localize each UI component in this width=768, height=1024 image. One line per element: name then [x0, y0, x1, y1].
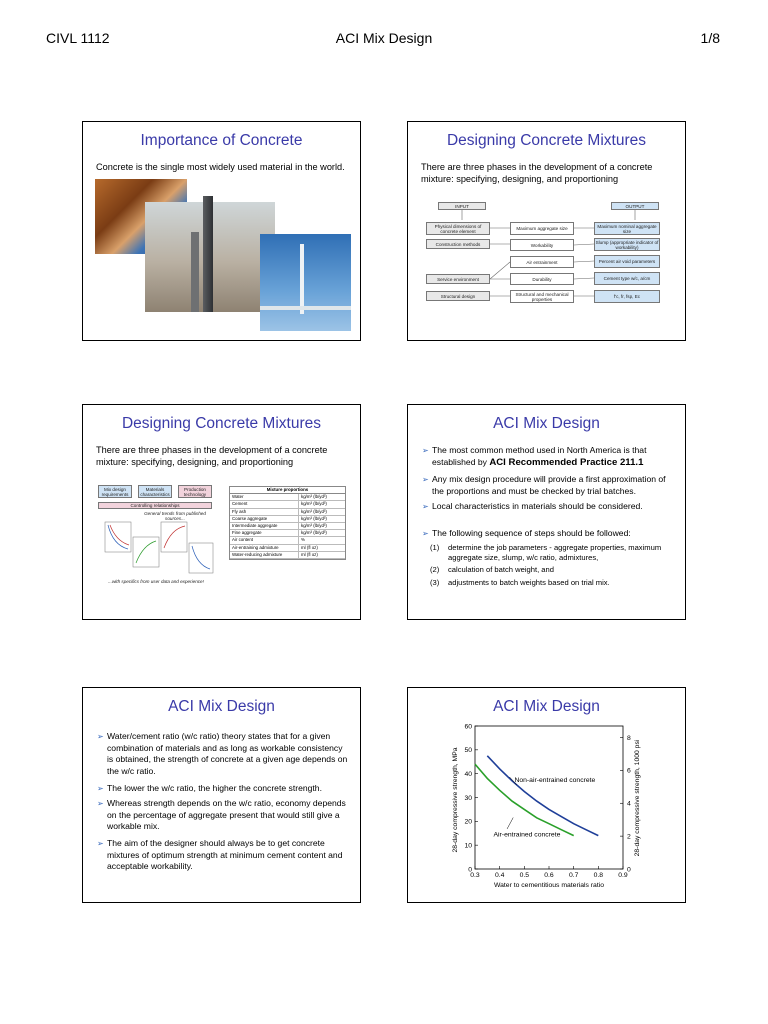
bullet-item: ➢ Local characteristics in materials should be considered. [422, 501, 643, 511]
table-row [230, 552, 345, 559]
bullet-item: ➢ The most common method used in North America is that established by ACI Recommended Practice 211.1 [422, 445, 647, 468]
arrow-bullet-icon: ➢ [97, 784, 104, 793]
step-item: (3) adjustments to batch weights based on trial mix. [430, 578, 610, 587]
table-row [230, 509, 345, 516]
course-code: CIVL 1112 [46, 30, 110, 46]
x-tick-label: 0.4 [494, 872, 505, 879]
slide-text: Concrete is the single most widely used material in the world. [96, 162, 345, 172]
arrow-bullet-icon: ➢ [422, 475, 429, 484]
input-header: INPUT [438, 202, 486, 210]
step-item: (1) determine the job parameters - aggregate properties, maximum aggregate size, slump, w/c ratio, admixtures, [430, 543, 662, 562]
table-cell: kg/m³ (lb/yd³) [301, 501, 327, 507]
slide-text: There are three phases in the development of a concrete mixture: specifying, designing, and proportioning [421, 162, 653, 184]
flow-connectors [408, 122, 685, 340]
table-cell: Water [230, 494, 299, 500]
x-tick-label: 0.6 [544, 872, 554, 879]
y-tick-label: 0 [468, 866, 472, 874]
table-cell: Cement [230, 501, 299, 507]
table-header: Mixture proportions [230, 487, 345, 494]
table-cell: Coarse aggregate [230, 516, 299, 522]
mixture-proportions-table [229, 486, 346, 560]
table-row [230, 530, 345, 537]
arrow-bullet-icon: ➢ [97, 839, 104, 848]
input-box: Construction methods [426, 239, 490, 249]
y-tick-label: 20 [464, 818, 472, 826]
output-box: f'c, fr, fsp, Ec [594, 290, 660, 303]
strength-vs-wc-chart [408, 688, 685, 902]
output-box: Maximum nominal aggregate size [594, 222, 660, 235]
output-header: OUTPUT [611, 202, 659, 210]
table-cell: ml (fl oz) [301, 551, 318, 557]
mix-design-requirements-box: Mix design requirements [98, 485, 132, 498]
table-cell: Fine aggregate [230, 530, 299, 536]
slide-title: ACI Mix Design [493, 698, 600, 715]
specifics-caption: ...with specifics from user data and experience! [101, 578, 211, 585]
x-axis-label: Water to cementitious materials ratio [493, 882, 605, 889]
slide-designing-concrete-mixtures-1 [407, 121, 686, 341]
slide-title: Designing Concrete Mixtures [121, 415, 321, 432]
middle-box: Durability [510, 273, 574, 285]
output-box: Cement type w/c, a/cm [594, 272, 660, 285]
y2-axis-label: 28-day compressive strength, 1000 psi [634, 739, 641, 857]
y2-tick-label: 4 [627, 800, 631, 808]
slide-title: Designing Concrete Mixtures [446, 132, 646, 149]
series-line [475, 764, 574, 836]
plot-frame [475, 726, 623, 869]
x-tick-label: 0.7 [568, 872, 579, 879]
slide-aci-mix-design-3 [407, 687, 686, 903]
table-cell: kg/m³ (lb/yd³) [301, 508, 327, 514]
arrow-bullet-icon: ➢ [422, 502, 429, 511]
bullet-item: ➢ Any mix design procedure will provide a first approximation of the proportions and must be checked by trial batches. [422, 474, 666, 496]
table-row [230, 545, 345, 552]
series-line [487, 756, 598, 836]
cable-stayed-bridge-photo [260, 234, 351, 331]
table-cell: kg/m³ (lb/yd³) [301, 530, 327, 536]
y-tick-label: 40 [464, 770, 472, 778]
bullet-item: ➢ The lower the w/c ratio, the higher the concrete strength. [97, 783, 322, 793]
input-box: Physical dimensions of concrete element [426, 222, 490, 235]
table-cell: Intermediate aggregate [230, 523, 299, 529]
y-axis-label: 28-day compressive strength, MPa [452, 747, 459, 853]
x-tick-label: 0.8 [593, 872, 604, 879]
y2-tick-label: 8 [627, 734, 631, 742]
y2-tick-label: 2 [627, 833, 631, 841]
arrow-bullet-icon: ➢ [422, 529, 429, 538]
slide-title: ACI Mix Design [168, 698, 275, 715]
table-row [230, 537, 345, 544]
slide-title: Importance of Concrete [140, 132, 303, 149]
input-box: Service environment [426, 274, 490, 284]
middle-box: Maximum aggregate size [510, 222, 574, 235]
table-cell: % [301, 537, 305, 543]
x-tick-label: 0.5 [519, 872, 530, 879]
production-technology-box: Production technology [178, 485, 212, 498]
slide-designing-concrete-mixtures-2 [82, 404, 361, 620]
table-cell: kg/m³ (lb/yd³) [301, 494, 327, 500]
table-cell: Air-entraining admixture [230, 545, 299, 551]
y2-tick-label: 6 [627, 767, 631, 775]
bullet-item: ➢ Whereas strength depends on the w/c ratio, economy depends on the percentage of aggregate present that would still give a workable mix. [97, 798, 346, 831]
table-row [230, 501, 345, 508]
y-tick-label: 60 [464, 723, 472, 731]
y2-tick-label: 0 [627, 866, 631, 874]
series-label: Non-air-entrained concrete [514, 777, 596, 785]
table-cell: kg/m³ (lb/yd³) [301, 515, 327, 521]
step-item: (2) calculation of batch weight, and [430, 565, 554, 574]
table-cell: Fly ash [230, 509, 299, 515]
table-row [230, 523, 345, 530]
bullet-item: ➢ The following sequence of steps should be followed: [422, 528, 631, 538]
y-tick-label: 10 [464, 842, 472, 850]
output-box: Slump (appropriate indicator of workability) [595, 239, 659, 250]
table-cell: Air content [230, 537, 299, 543]
middle-box: Workability [510, 239, 574, 251]
series-label: Air-entrained concrete [493, 831, 561, 839]
general-trends-caption: General trends from published sources... [138, 512, 212, 519]
skyscraper-photo [145, 202, 275, 312]
output-box: Percent air void parameters [594, 255, 660, 268]
x-tick-label: 0.9 [618, 872, 628, 879]
document-title: ACI Mix Design [335, 30, 433, 46]
slide-title: ACI Mix Design [493, 415, 600, 432]
aci-reference: ACI Recommended Practice 211.1 [489, 456, 644, 468]
table-cell: Water-reducing admixture [230, 552, 299, 558]
label-leader [507, 818, 513, 829]
bullet-item: ➢ The aim of the designer should always be to get concrete mixtures of optimum strength at minimum cement content and acceptable workability. [97, 838, 343, 871]
slide-aci-mix-design-1 [407, 404, 686, 620]
slide-aci-mix-design-2 [82, 687, 361, 903]
slide-importance-of-concrete [82, 121, 361, 341]
controlling-relationships-box: Controlling relationships [98, 502, 212, 509]
input-box: Structural design [426, 291, 490, 301]
table-row [230, 494, 345, 501]
table-cell: ml (fl oz) [301, 544, 318, 550]
y-tick-label: 50 [464, 747, 472, 755]
materials-characteristics-box: Materials characteristics [138, 485, 172, 498]
arrow-bullet-icon: ➢ [422, 446, 429, 455]
middle-box: Air entrainment [510, 256, 574, 268]
bullet-item: ➢ Water/cement ratio (w/c ratio) theory states that for a given combination of materials and as long as workable consistency is obtained, the strength of concrete at a given age depends on the w/c ratio. [97, 731, 348, 776]
x-tick-label: 0.3 [470, 872, 480, 879]
arrow-bullet-icon: ➢ [97, 799, 104, 808]
table-cell: kg/m³ (lb/yd³) [301, 523, 327, 529]
table-row [230, 516, 345, 523]
middle-box: Structural and mechanical properties [510, 290, 574, 303]
y-tick-label: 30 [464, 794, 472, 802]
arrow-bullet-icon: ➢ [97, 732, 104, 741]
page-number: 1/8 [700, 30, 720, 46]
slide-text: There are three phases in the development of a concrete mixture: specifying, designing, and proportioning [96, 445, 328, 467]
